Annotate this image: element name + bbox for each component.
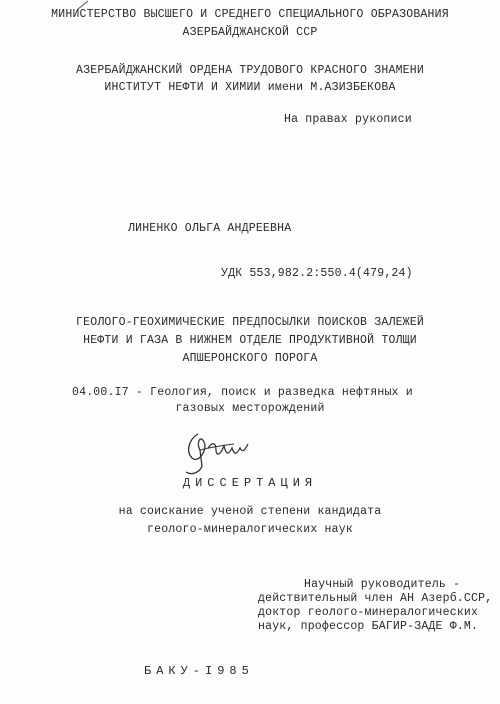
handwritten-signature xyxy=(178,420,258,478)
title-line-3: АПШЕРОНСКОГО ПОРОГА xyxy=(182,352,318,365)
title-line-1: ГЕОЛОГО-ГЕОХИМИЧЕСКИЕ ПРЕДПОСЫЛКИ ПОИСКОВ ЗАЛЕЖЕЙ xyxy=(76,316,424,329)
udc-code: УДК 553,982.2:550.4(479,24) xyxy=(221,267,413,280)
institute-line-2: ИНСТИТУТ НЕФТИ И ХИМИИ имени М.АЗИЗБЕКОВА xyxy=(104,81,396,94)
purpose-line-2: геолого-минералогических наук xyxy=(147,523,353,536)
purpose-line-1: на соискание ученой степени кандидата xyxy=(118,505,382,518)
document-type: ДИССЕРТАЦИЯ xyxy=(182,476,318,490)
ministry-line-1: МИНИСТЕРСТВО ВЫСШЕГО И СРЕДНЕГО СПЕЦИАЛЬНОГО ОБРАЗОВАНИЯ xyxy=(51,8,449,21)
supervisor-line-1: Научный руководитель - xyxy=(304,578,461,591)
rights-note: На правах рукописи xyxy=(284,113,412,126)
supervisor-line-4: наук, профессор БАГИР-ЗАДЕ Ф.М. xyxy=(258,620,479,633)
ministry-line-2: АЗЕРБАЙДЖАНСКОЙ ССР xyxy=(182,26,318,39)
specialty-line-1: 04.00.I7 - Геология, поиск и разведка нефтяных и xyxy=(72,386,413,399)
supervisor-line-3: доктор геолого-минералогических xyxy=(258,606,479,619)
author-name: ЛИНЕНКО ОЛЬГА АНДРЕЕВНА xyxy=(128,222,292,235)
title-line-2: НЕФТИ И ГАЗА В НИЖНЕМ ОТДЕЛЕ ПРОДУКТИВНОЙ ТОЛЩИ xyxy=(83,334,417,347)
specialty-line-2: газовых месторождений xyxy=(175,402,325,415)
place-year: БАКУ-I985 xyxy=(144,664,254,678)
supervisor-line-2: действительный член АН Азерб.ССР, xyxy=(258,592,493,605)
institute-line-1: АЗЕРБАЙДЖАНСКИЙ ОРДЕНА ТРУДОВОГО КРАСНОГО ЗНАМЕНИ xyxy=(76,64,424,77)
